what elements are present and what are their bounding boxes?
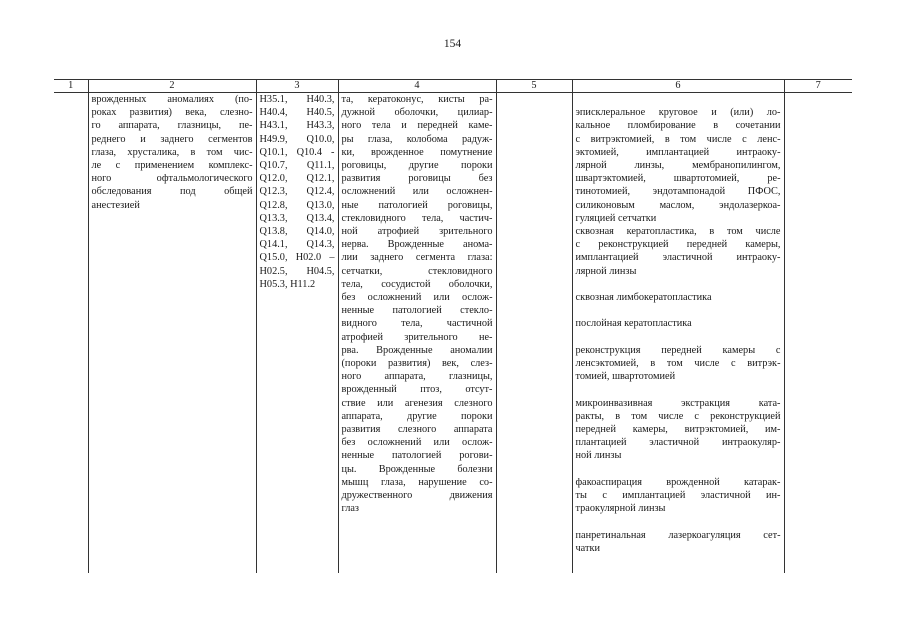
procedure-block — [576, 106, 781, 225]
text-line: H49.9, Q10.0, — [259, 133, 335, 145]
text-line: H40.4, H40.5, — [259, 107, 335, 119]
text-line: ты с имплантацией эластичной ин- — [575, 490, 781, 501]
cell-diagnosis — [338, 93, 496, 574]
text-line: ные патологией роговицы, — [341, 199, 493, 211]
text-line: плантацией эластичной интраокуляр- — [575, 437, 781, 449]
text-line: эктомией, имплантацией интраоку- — [575, 146, 781, 158]
cell-number — [54, 93, 88, 574]
text-line: тела, сосудистой оболочки, — [341, 278, 493, 290]
text-line: видного тела, частичной — [341, 318, 493, 330]
text-line: лярной линзы — [575, 265, 637, 277]
text-line: ленсэктомией, в том числе с витрэк- — [575, 358, 781, 369]
procedure-block — [576, 317, 781, 330]
text-line: H35.1, H40.3, — [259, 94, 335, 105]
text-line: глаз — [341, 503, 359, 515]
text-line: силиконовым маслом, эндолазеркоа- — [575, 199, 781, 211]
text-line: ного аппарата, глазницы, — [341, 371, 493, 383]
text-line: Q10.1, Q10.4 - — [259, 146, 335, 158]
text-line: эписклеральное круговое и (или) ло- — [575, 107, 781, 119]
text-line: ного тела и передней каме- — [341, 120, 493, 132]
text-line: панретинальная лазеркоагуляция сет- — [575, 529, 781, 541]
text-line: ного офтальмологического — [91, 173, 253, 185]
text-line: факоаспирация врожденной катарак- — [575, 476, 781, 488]
text-line: врожденный птоз, отсут- — [341, 384, 493, 396]
text-line: лии заднего сегмента глаза: — [341, 252, 493, 264]
text-line: без осложнений или ослож- — [341, 292, 493, 304]
text-line: врожденных аномалиях (по- — [91, 94, 253, 105]
cell-treatment-type — [496, 93, 572, 574]
procedures-table — [54, 79, 852, 573]
text-line: роговицы, другие пороки — [341, 160, 493, 172]
cell-indication — [88, 93, 256, 574]
text-line: дужной оболочки, цилиар- — [341, 107, 493, 119]
text-line: цы. Врожденные болезни — [341, 463, 493, 475]
text-line: глаза, хрусталика, в том чис- — [91, 146, 253, 158]
column-header-4: 4 — [338, 80, 496, 93]
text-line: ной атрофией зрительного — [341, 226, 493, 238]
text-line: ракты, в том числе с реконструкцией — [575, 410, 781, 422]
procedure-block — [576, 397, 781, 463]
text-line: обследования под общей — [91, 186, 253, 198]
text-line: передней камеры, витрэктомией, им- — [575, 424, 781, 435]
text-line: послойная кератопластика — [575, 318, 692, 330]
text-line: дружественного движения — [341, 490, 493, 502]
text-line: швартэктомией, швартотомией, ре- — [575, 173, 781, 185]
text-line: та, кератоконус, кисты ра- — [341, 94, 493, 105]
text-line: Q13.8, Q14.0, — [259, 226, 335, 238]
text-line: рва. Врожденные аномалии — [341, 344, 493, 356]
text-line: Q12.0, Q12.1, — [259, 173, 335, 185]
text-line: без осложнений или ослож- — [341, 437, 493, 449]
text-line: кальное пломбирование в сочетании — [575, 120, 781, 132]
procedure-block — [576, 476, 781, 516]
text-line: мышц глаза, нарушение со- — [341, 476, 493, 488]
text-line: ле с применением комплекс- — [91, 160, 253, 172]
procedure-block — [576, 225, 781, 278]
column-header-1: 1 — [54, 80, 88, 93]
text-line: анестезией — [91, 199, 140, 211]
cell-treatment-methods — [572, 93, 784, 574]
column-header-5: 5 — [496, 80, 572, 93]
text-line: ненные патологией стекло- — [341, 305, 493, 317]
page-number: 154 — [443, 38, 462, 50]
text-line: атрофией зрительного не- — [341, 331, 493, 343]
text-line: чатки — [575, 542, 600, 554]
text-line: реконструкция передней камеры с — [575, 344, 781, 356]
text-line: лярной линзы, мембранопилингом, — [575, 160, 781, 171]
text-line: ствие или агенезия слезного — [341, 397, 493, 409]
text-line: сквозная кератопластика, в том числе — [575, 226, 781, 238]
text-line: Q14.1, Q14.3, — [259, 239, 335, 251]
text-line: микроинвазивная экстракция ката- — [575, 397, 781, 409]
cell-standard-cost — [784, 93, 852, 574]
text-line: тинотомией, эндотампонадой ПФОС, — [575, 186, 781, 198]
text-line: Q13.3, Q13.4, — [259, 212, 335, 224]
text-line: томией, швартотомией — [575, 371, 676, 383]
text-line: с витрэктомией, в том числе с ленс- — [575, 133, 781, 145]
text-line: H43.1, H43.3, — [259, 120, 335, 132]
text-line: сетчатки, стекловидного — [341, 265, 493, 277]
text-line: траокулярной линзы — [575, 503, 666, 515]
cell-icd-codes — [256, 93, 338, 574]
text-line: го аппарата, глазницы, пе- — [91, 120, 253, 132]
procedure-block — [576, 291, 781, 304]
text-line: Q12.3, Q12.4, — [259, 186, 335, 198]
text-line: развития слезного аппарата — [341, 424, 493, 436]
text-line: нерва. Врожденные анома- — [341, 239, 493, 251]
text-line: с реконструкцией передней камеры, — [575, 239, 781, 251]
procedure-block — [576, 344, 781, 384]
text-line: (пороки развития) век, слез- — [341, 358, 493, 370]
text-line: имплантацией эластичной интраоку- — [575, 252, 781, 264]
text-line: гуляцией сетчатки — [575, 212, 657, 224]
text-line: Q12.8, Q13.0, — [259, 199, 335, 211]
procedure-block — [576, 529, 781, 555]
text-line: ры глаза, колобома радуж- — [341, 133, 493, 145]
text-line: осложнений или осложнен- — [341, 186, 493, 198]
text-line: реднего и заднего сегментов — [91, 133, 253, 145]
text-line: H02.5, H04.5, — [259, 265, 335, 277]
text-line: сквозная лимбокератопластика — [575, 292, 712, 304]
column-header-3: 3 — [256, 80, 338, 93]
text-line: ненные патологией рогови- — [341, 450, 493, 462]
text-line: стекловидного тела, частич- — [341, 212, 493, 224]
text-line: Q10.7, Q11.1, — [259, 160, 335, 172]
header-row — [54, 80, 852, 93]
text-line: развития роговицы без — [341, 173, 493, 185]
text-line: H05.3, H11.2 — [259, 278, 316, 290]
text-line: Q15.0, H02.0 – — [259, 252, 335, 264]
column-header-7: 7 — [784, 80, 852, 93]
text-line: роках развития) века, слезно- — [91, 107, 253, 119]
column-header-6: 6 — [572, 80, 784, 93]
column-header-2: 2 — [88, 80, 256, 93]
text-line: ной линзы — [575, 450, 622, 462]
table-row — [54, 93, 852, 574]
text-line: ки, врожденное помутнение — [341, 146, 493, 158]
text-line: аппарата, другие пороки — [341, 410, 493, 422]
